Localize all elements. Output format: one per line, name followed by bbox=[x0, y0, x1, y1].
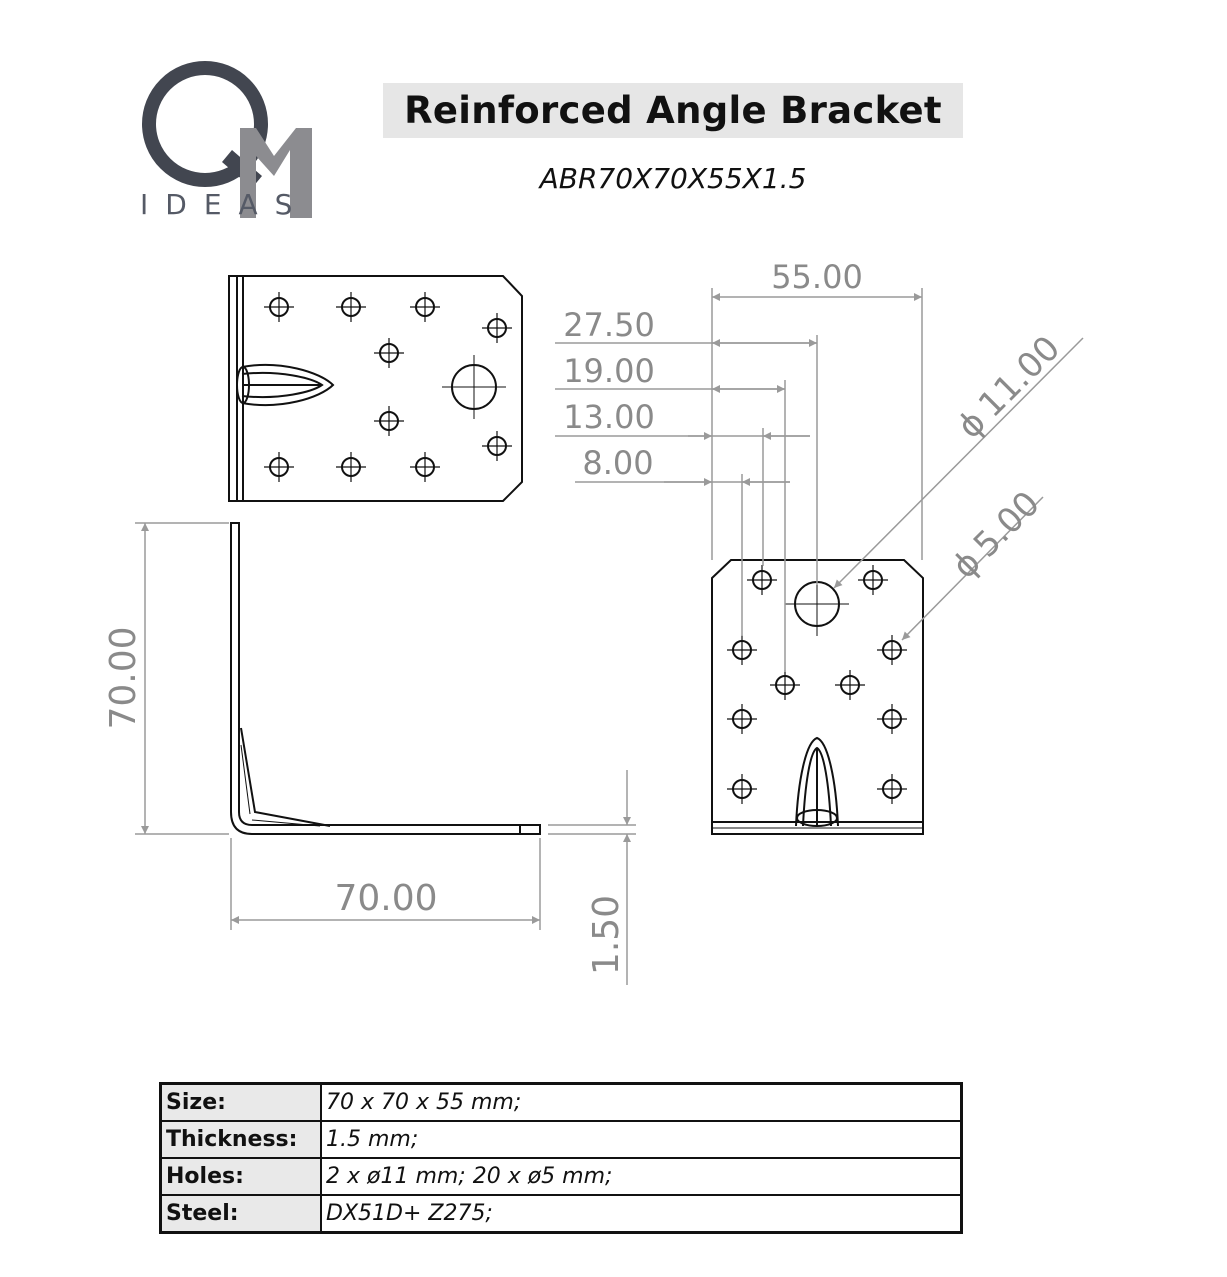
small-hole bbox=[727, 635, 757, 665]
spec-row-steel bbox=[161, 1195, 962, 1233]
spec-label: Thickness: bbox=[161, 1121, 322, 1158]
dim-thickness-1-5: 1.50 bbox=[586, 894, 627, 976]
small-hole bbox=[747, 565, 777, 595]
small-hole bbox=[835, 670, 865, 700]
model-code: ABR70X70X55X1.5 bbox=[539, 162, 807, 195]
small-hole bbox=[877, 774, 907, 804]
spec-value: 2 x ø11 mm; 20 x ø5 mm; bbox=[321, 1158, 962, 1195]
diameter-symbol: ϕ bbox=[949, 402, 994, 447]
small-hole bbox=[482, 313, 512, 343]
logo-text: IDEAS bbox=[140, 188, 310, 221]
dim-offset-13: 13.00 bbox=[563, 398, 655, 436]
small-hole bbox=[770, 670, 800, 700]
dim-large-hole: 11.00 bbox=[971, 328, 1069, 426]
small-hole bbox=[410, 292, 440, 322]
small-hole bbox=[264, 452, 294, 482]
small-hole bbox=[374, 338, 404, 368]
spec-value: DX51D+ Z275; bbox=[321, 1195, 962, 1233]
dim-height-70: 70.00 bbox=[103, 626, 144, 730]
spec-row-holes bbox=[161, 1158, 962, 1195]
spec-label: Size: bbox=[161, 1084, 322, 1122]
diameter-symbol: ϕ bbox=[944, 542, 989, 587]
small-hole bbox=[877, 704, 907, 734]
small-hole bbox=[727, 704, 757, 734]
spec-label: Holes: bbox=[161, 1158, 322, 1195]
dim-small-hole-label bbox=[945, 484, 1048, 587]
page-title: Reinforced Angle Bracket bbox=[404, 89, 942, 132]
small-hole bbox=[482, 431, 512, 461]
small-hole bbox=[727, 774, 757, 804]
front-view bbox=[712, 560, 923, 834]
spec-row-thickness bbox=[161, 1121, 962, 1158]
dim-length-70: 70.00 bbox=[334, 878, 438, 919]
spec-label: Steel: bbox=[161, 1195, 322, 1233]
small-hole bbox=[858, 565, 888, 595]
dim-small-hole: 5.00 bbox=[965, 483, 1048, 566]
small-hole bbox=[374, 406, 404, 436]
small-hole bbox=[336, 292, 366, 322]
dim-width-55: 55.00 bbox=[771, 258, 863, 296]
spec-value: 1.5 mm; bbox=[321, 1121, 962, 1158]
specs-table bbox=[159, 1082, 963, 1234]
small-hole bbox=[410, 452, 440, 482]
dimension-lines bbox=[135, 288, 1083, 985]
dim-offset-8: 8.00 bbox=[582, 444, 654, 482]
small-hole bbox=[264, 292, 294, 322]
title-box bbox=[383, 83, 963, 138]
small-hole bbox=[336, 452, 366, 482]
side-view bbox=[231, 523, 540, 834]
dim-large-hole-label bbox=[950, 328, 1068, 446]
dim-offset-27-5: 27.50 bbox=[563, 306, 655, 344]
dim-offset-19: 19.00 bbox=[563, 352, 655, 390]
spec-row-size bbox=[161, 1084, 962, 1122]
spec-value: 70 x 70 x 55 mm; bbox=[321, 1084, 962, 1122]
